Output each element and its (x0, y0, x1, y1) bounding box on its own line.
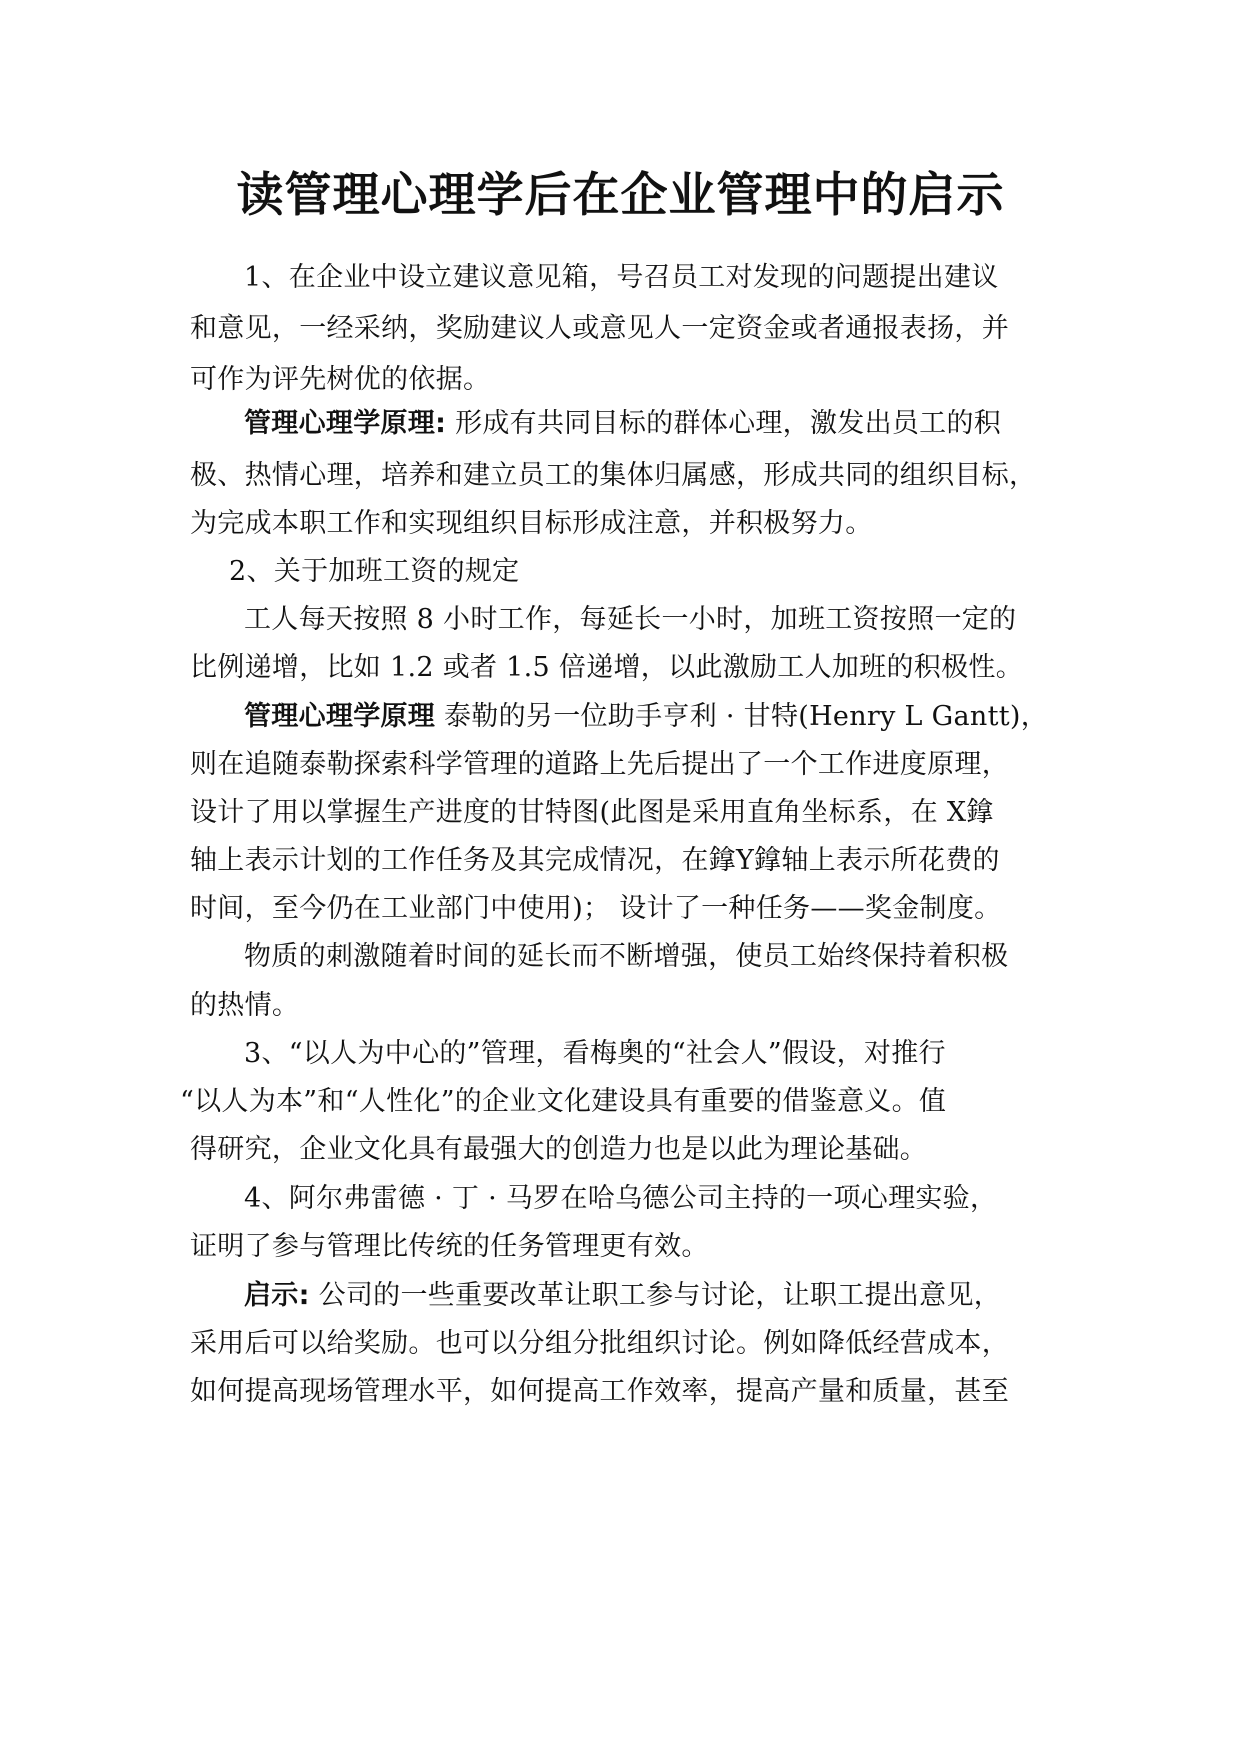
paragraph-line: 比例递增，比如 1.2 或者 1.5 倍递增，以此激励工人加班的积极性。 (190, 652, 1024, 683)
paragraph-line: 采用后可以给奖励。也可以分组分批组织讨论。例如降低经营成本， (190, 1328, 1009, 1359)
principle-label: 管理心理学原理 (244, 701, 436, 732)
paragraph-line: 可作为评先树优的依据。 (190, 364, 491, 395)
paragraph-line: 极、热情心理，培养和建立员工的集体归属感，形成共同的组织目标， (190, 460, 1037, 491)
paragraph-line: 4、阿尔弗雷德 · 丁 · 马罗在哈乌德公司主持的一项心理实验， (244, 1183, 998, 1214)
section-heading: 2、关于加班工资的规定 (229, 556, 520, 587)
paragraph-line: 和意见，一经采纳，奖励建议人或意见人一定资金或者通报表扬，并 (190, 313, 1009, 344)
paragraph-line (244, 404, 1070, 444)
paragraph-line: 如何提高现场管理水平，如何提高工作效率，提高产量和质量，甚至 (190, 1376, 1009, 1407)
paragraph-line: 得研究，企业文化具有最强大的创造力也是以此为理论基础。 (190, 1134, 928, 1165)
paragraph-line: 1、在企业中设立建议意见箱，号召员工对发现的问题提出建议 (244, 262, 999, 293)
paragraph-line: “以人为本”和“人性化”的企业文化建设具有重要的借鉴意义。值 (180, 1086, 947, 1117)
document-title: 读管理心理学后在企业管理中的启示 (236, 168, 1005, 223)
paragraph-line (244, 1276, 1070, 1316)
paragraph-line: 工人每天按照 8 小时工作，每延长一小时，加班工资按照一定的 (244, 604, 1017, 635)
principle-label: 管理心理学原理: (244, 408, 447, 439)
paragraph-line: 的热情。 (190, 990, 300, 1021)
principle-text: 形成有共同目标的群体心理，激发出员工的积 (446, 408, 1002, 439)
paragraph-line: 证明了参与管理比传统的任务管理更有效。 (190, 1231, 709, 1262)
principle-text: 泰勒的另一位助手亨利 · 甘特(Henry L Gantt)， (435, 701, 1049, 732)
paragraph-line: 设计了用以掌握生产进度的甘特图(此图是采用直角坐标系，在 X鎿 (190, 797, 994, 828)
paragraph-line: 为完成本职工作和实现组织目标形成注意，并积极努力。 (190, 508, 873, 539)
insight-label: 启示: (244, 1280, 310, 1311)
paragraph-line: 物质的刺激随着时间的延长而不断增强，使员工始终保持着积极 (244, 941, 1009, 972)
paragraph-line: 时间，至今仍在工业部门中使用)； 设计了一种任务——奖金制度。 (190, 893, 1002, 924)
paragraph-line (244, 697, 1070, 737)
paragraph-line: 则在追随泰勒探索科学管理的道路上先后提出了一个工作进度原理， (190, 749, 1009, 780)
insight-text: 公司的一些重要改革让职工参与讨论，让职工提出意见， (309, 1280, 1002, 1311)
paragraph-line: 轴上表示计划的工作任务及其完成情况，在鎿Y鎿轴上表示所花费的 (190, 845, 1000, 876)
paragraph-line: 3、“以人为中心的”管理，看梅奥的“社会人”假设，对推行 (244, 1038, 946, 1069)
